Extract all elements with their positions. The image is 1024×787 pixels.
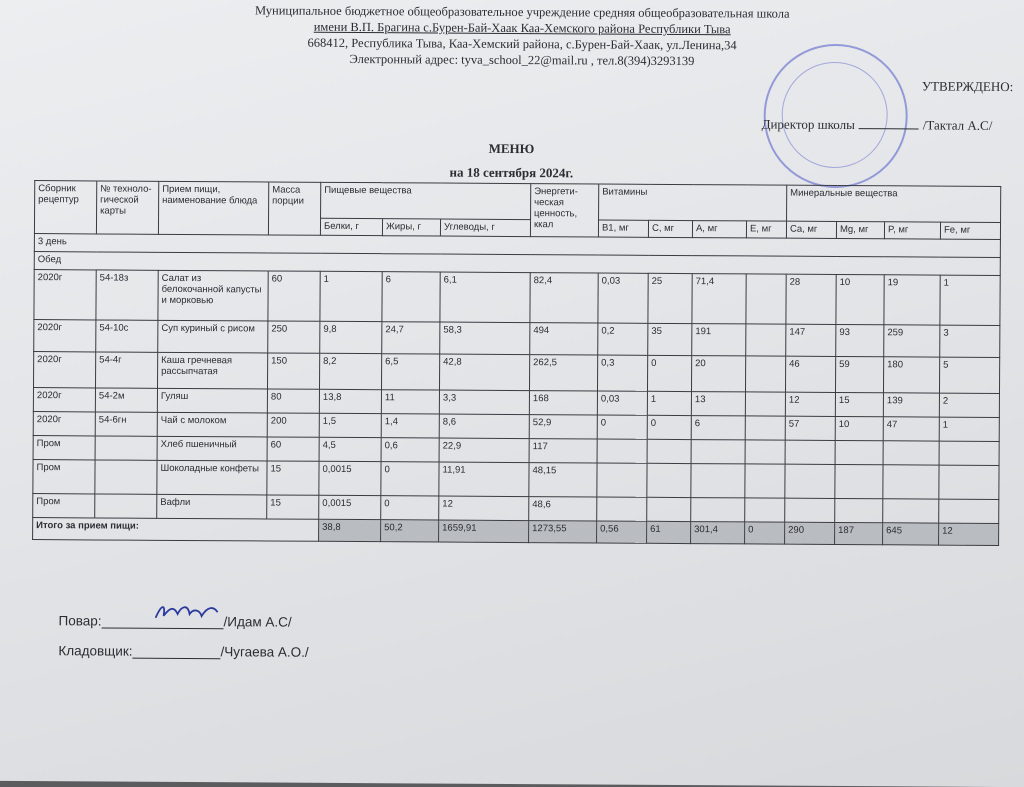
- total-label: Итого за прием пищи:: [33, 518, 319, 542]
- cell-fat: 11: [381, 390, 439, 414]
- cell-c: 1: [647, 391, 691, 415]
- cell-mg: [835, 498, 883, 522]
- cell-p: 259: [884, 325, 940, 357]
- cell-fat: 6: [382, 272, 440, 322]
- cell-fe: [939, 441, 999, 465]
- total-p: 645: [883, 523, 939, 545]
- total-fat: 50,2: [381, 520, 439, 542]
- header-line-2: имени В.П. Брагина с.Бурен-Бай-Хаак Каа-Хемского района Республики Тыва: [313, 19, 731, 37]
- cell-fe: [939, 465, 999, 499]
- cell-e: [745, 416, 785, 440]
- cell-protein: 1: [320, 271, 382, 321]
- total-energy: 1273,55: [529, 521, 597, 543]
- total-carbs: 1659,91: [439, 520, 529, 543]
- cell-p: [883, 499, 939, 523]
- cell-mass: 80: [267, 389, 319, 413]
- subheader-c: C, мг: [648, 220, 692, 237]
- cook-name: /Идам А.С/: [223, 614, 292, 630]
- cell-ca: 57: [785, 416, 835, 440]
- cell-card: [95, 436, 157, 460]
- header-minerals: Минеральные вещества: [787, 185, 1001, 222]
- cell-a: 20: [691, 356, 745, 392]
- cell-card: 54-4г: [95, 352, 157, 388]
- document-title: МЕНЮ: [488, 140, 535, 157]
- cell-a: [691, 440, 745, 464]
- cell-ca: 28: [786, 274, 836, 324]
- keeper-signature-blank: [132, 644, 220, 660]
- cell-protein: 13,8: [319, 389, 381, 413]
- cell-card: 54-10с: [96, 320, 158, 352]
- total-e: 0: [745, 522, 785, 544]
- cell-mass: 150: [267, 353, 319, 389]
- keeper-label: Кладовщик:: [58, 643, 133, 659]
- subheader-fat: Жиры, г: [382, 219, 440, 236]
- cell-fe: 3: [940, 325, 1000, 357]
- cell-card: [95, 494, 157, 518]
- header-vitamins: Витамины: [599, 184, 787, 221]
- cell-name: Гуляш: [157, 388, 267, 413]
- subheader-b1: B1, мг: [598, 220, 648, 237]
- cell-fat: 1,4: [381, 414, 439, 438]
- cell-protein: 8,2: [319, 353, 381, 389]
- cook-signature-line: [59, 613, 292, 629]
- cell-fe: 1: [939, 417, 999, 441]
- cell-mg: 93: [836, 324, 884, 356]
- cell-carbs: 42,8: [439, 354, 529, 391]
- cell-b1: [597, 463, 647, 497]
- header-nutrients: Пищевые вещества: [321, 182, 531, 219]
- cell-fat: 0,6: [381, 438, 439, 462]
- document-subtitle: на 18 сентября 2024г.: [449, 164, 574, 181]
- cell-mg: 10: [835, 416, 883, 440]
- cook-handwritten-signature-icon: [152, 600, 222, 626]
- cell-b1: [597, 439, 647, 463]
- header-source: Сборник рецептур: [34, 181, 96, 234]
- cell-source: 2020г: [33, 388, 95, 412]
- subheader-e: E, мг: [746, 221, 786, 238]
- cell-c: [647, 497, 691, 521]
- cell-mass: 200: [267, 413, 319, 437]
- cell-a: 6: [691, 416, 745, 440]
- cell-mass: 15: [267, 495, 319, 519]
- header-dish-name: Прием пищи, наименование блюда: [158, 181, 268, 235]
- cell-carbs: 22,9: [439, 438, 529, 463]
- cell-c: 0: [647, 415, 691, 439]
- cell-source: 2020г: [34, 270, 96, 320]
- cell-source: 2020г: [33, 352, 95, 388]
- cell-a: 13: [691, 392, 745, 416]
- cell-card: [95, 460, 157, 494]
- cell-protein: 1,5: [319, 413, 381, 437]
- cell-name: Вафли: [157, 494, 267, 519]
- total-mg: 187: [835, 522, 883, 544]
- cell-fe: 1: [940, 275, 1000, 325]
- cell-fat: 6,5: [381, 354, 439, 390]
- cell-p: 19: [884, 275, 940, 325]
- cell-name: Каша гречневая рассыпчатая: [157, 352, 267, 389]
- table-row: [34, 270, 1000, 326]
- cell-name: Чай с молоком: [157, 412, 267, 437]
- cell-b1: [597, 497, 647, 521]
- director-name: /Тактал А.С/: [922, 117, 993, 133]
- cell-b1: 0,2: [598, 323, 648, 355]
- cell-ca: [785, 464, 835, 498]
- header-card-number: № техноло-гической карты: [96, 181, 158, 234]
- total-b1: 0,56: [597, 521, 647, 543]
- keeper-name: /Чугаева А.О./: [220, 644, 309, 660]
- cell-protein: 4,5: [319, 437, 381, 461]
- cell-protein: 0,0015: [319, 495, 381, 519]
- total-a: 301,4: [691, 522, 745, 544]
- cell-a: [691, 464, 745, 498]
- cell-e: [745, 356, 785, 392]
- cell-e: [745, 498, 785, 522]
- cell-fat: 0: [381, 462, 439, 496]
- cell-protein: 0,0015: [319, 461, 381, 495]
- cell-name: Салат из белокочанной капусты и морковью: [158, 270, 268, 321]
- header-line-4: Электронный адрес: tyva_school_22@mail.ru , тел.8(394)3293139: [349, 51, 695, 69]
- cell-source: 2020г: [34, 320, 96, 352]
- cell-e: [745, 440, 785, 464]
- cell-e: [745, 392, 785, 416]
- total-row: [33, 518, 999, 546]
- cell-card: 54-18з: [96, 270, 158, 320]
- cell-card: 54-2м: [95, 388, 157, 412]
- cell-mg: 15: [835, 392, 883, 416]
- cell-b1: 0: [597, 415, 647, 439]
- cell-fe: 2: [939, 393, 999, 417]
- cell-carbs: 3,3: [439, 390, 529, 415]
- cell-b1: 0,03: [597, 391, 647, 415]
- cell-carbs: 6,1: [440, 272, 530, 323]
- cook-label: Повар:: [58, 613, 102, 629]
- cell-p: 180: [883, 357, 939, 393]
- cell-mass: 60: [268, 271, 320, 321]
- subheader-mg: Mg, мг: [836, 221, 884, 238]
- subheader-protein: Белки, г: [320, 218, 382, 235]
- menu-table: [32, 180, 1001, 546]
- header-line-3: 668412, Республика Тыва, Каа-Хемский района, с.Бурен-Бай-Хаак, ул.Ленина,34: [307, 35, 737, 53]
- cell-energy: 262,5: [529, 355, 597, 391]
- header-energy: Энергети-ческая ценность, ккал: [530, 184, 598, 237]
- director-signature-line: [859, 128, 919, 129]
- cell-c: 25: [648, 273, 692, 323]
- header-line-1: Муниципальное бюджетное общеобразовательное учреждение средняя общеобразовательная школа: [254, 3, 790, 21]
- cell-ca: 12: [785, 392, 835, 416]
- cell-carbs: 11,91: [439, 462, 529, 497]
- cell-fe: 5: [939, 357, 999, 393]
- cell-c: [647, 439, 691, 463]
- cell-c: 0: [647, 355, 691, 391]
- header-mass: Масса порции: [268, 182, 320, 235]
- cell-ca: [785, 440, 835, 464]
- cell-energy: 48,6: [529, 497, 597, 521]
- director-label: Директор школы: [761, 116, 855, 133]
- cell-source: Пром: [33, 436, 95, 460]
- meal-label: Обед: [34, 252, 1000, 276]
- cell-a: [691, 498, 745, 522]
- cell-ca: [785, 498, 835, 522]
- cell-energy: 48,15: [529, 463, 597, 497]
- cell-fat: 0: [381, 496, 439, 520]
- cell-name: Шоколадные конфеты: [157, 460, 267, 495]
- cell-mg: [835, 464, 883, 498]
- cell-fe: [939, 499, 999, 523]
- total-fe: 12: [939, 523, 999, 545]
- cell-c: 35: [648, 323, 692, 355]
- cell-ca: 147: [786, 324, 836, 356]
- cell-source: Пром: [33, 460, 95, 494]
- cell-protein: 9,8: [320, 321, 382, 353]
- cell-source: Пром: [33, 494, 95, 518]
- cell-carbs: 58,3: [440, 322, 530, 355]
- cell-name: Хлеб пшеничный: [157, 436, 267, 461]
- director-line: [762, 117, 993, 134]
- cell-ca: 46: [785, 356, 835, 392]
- cell-carbs: 12: [439, 496, 529, 521]
- cell-mg: 10: [836, 274, 884, 324]
- cell-p: 139: [883, 393, 939, 417]
- cell-carbs: 8,6: [439, 414, 529, 439]
- cell-fat: 24,7: [382, 322, 440, 354]
- cell-mg: 59: [835, 356, 883, 392]
- table-row: [33, 352, 999, 394]
- cell-b1: 0,03: [598, 273, 648, 323]
- cell-p: [883, 441, 939, 465]
- total-ca: 290: [785, 522, 835, 544]
- cell-energy: 82,4: [530, 273, 598, 323]
- cell-e: [746, 274, 786, 324]
- subheader-a: A, мг: [692, 221, 746, 238]
- total-c: 61: [647, 521, 691, 543]
- cook-signature-blank: [102, 613, 224, 629]
- cell-e: [746, 324, 786, 356]
- storekeeper-signature-line: [58, 643, 308, 660]
- cell-c: [647, 463, 691, 497]
- cell-energy: 168: [529, 391, 597, 415]
- cell-p: [883, 465, 939, 499]
- cell-mass: 15: [267, 461, 319, 495]
- cell-energy: 117: [529, 439, 597, 463]
- day-label: 3 день: [34, 234, 1000, 258]
- cell-mass: 250: [268, 321, 320, 353]
- cell-e: [745, 464, 785, 498]
- cell-b1: 0,3: [597, 355, 647, 391]
- cell-mg: [835, 440, 883, 464]
- total-protein: 38,8: [319, 519, 381, 541]
- cell-card: 54-6гн: [95, 412, 157, 436]
- subheader-ca: Ca, мг: [786, 221, 836, 238]
- cell-a: 71,4: [692, 274, 746, 324]
- subheader-carbs: Углеводы, г: [440, 219, 530, 237]
- cell-p: 47: [883, 417, 939, 441]
- school-header: [222, 2, 822, 70]
- cell-source: 2020г: [33, 412, 95, 436]
- subheader-p: P, мг: [884, 222, 940, 239]
- approval-label: УТВЕРЖДЕНО:: [921, 78, 1014, 95]
- cell-name: Суп куриный с рисом: [158, 320, 268, 353]
- cell-energy: 494: [530, 323, 598, 355]
- cell-mass: 60: [267, 437, 319, 461]
- subheader-fe: Fe, мг: [940, 222, 1000, 239]
- cell-a: 191: [692, 324, 746, 356]
- cell-energy: 52,9: [529, 415, 597, 439]
